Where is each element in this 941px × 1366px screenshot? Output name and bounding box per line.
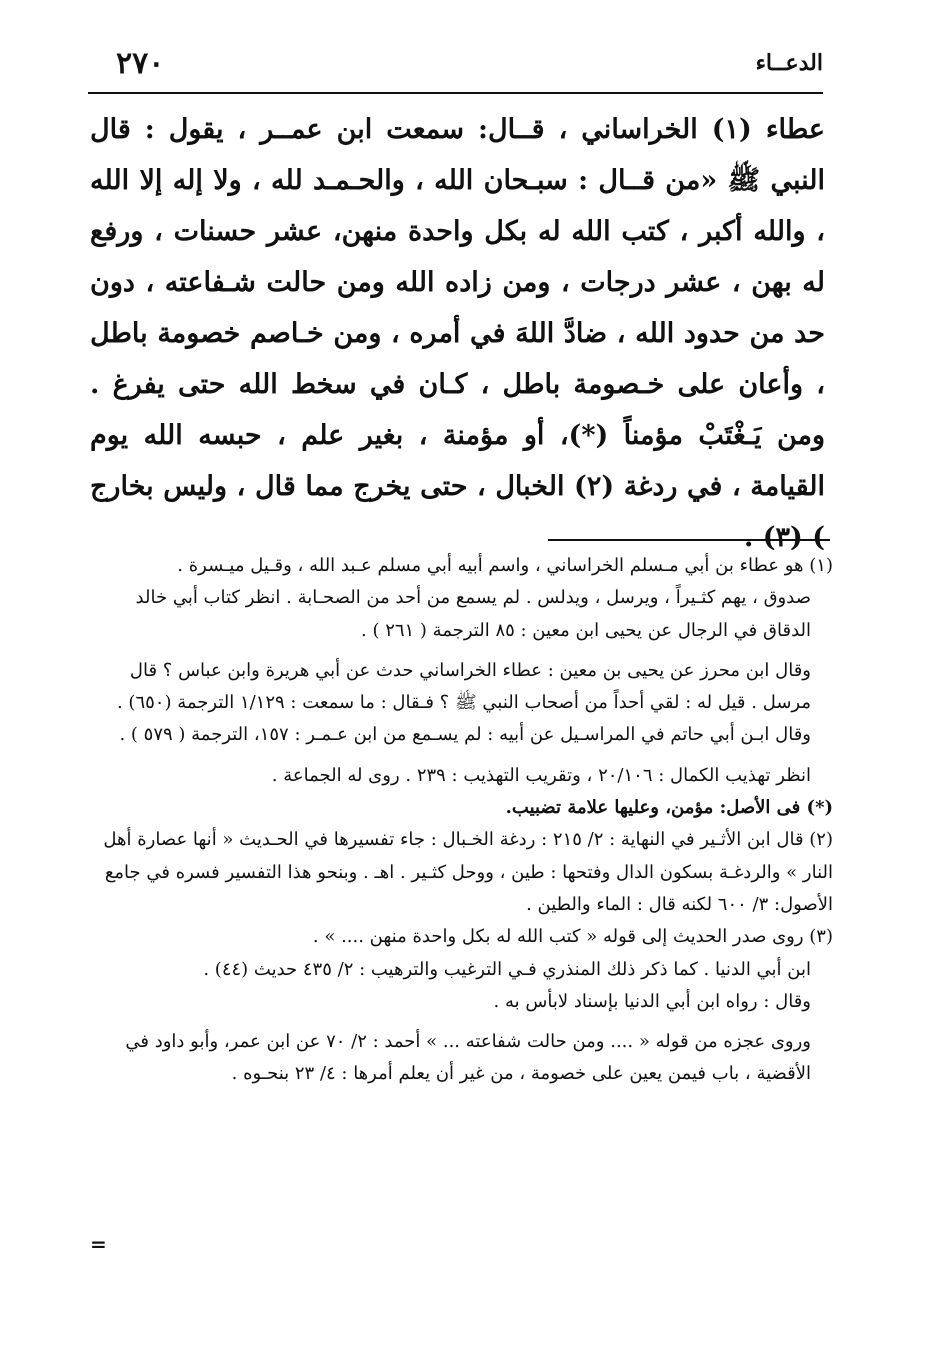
running-title: الدعــاء [755, 50, 823, 76]
footnote-1-tahdhib: انظر تهذيب الكمال : ٢٠/١٠٦ ، وتقريب التهذيب : ٢٣٩ . روى له الجماعة . [271, 764, 811, 786]
footnote-2: (٢) قال ابن الأثـير في النهاية : ٢/ ٢١٥ : ردغة الخـبال : جاء تفسيرها في الحـديث « أنها عصارة أهل النار » والردغـة بسكون الدال وفتحها : طين ، ووحل كثـير . اهـ . وبنحو هذا التفسير فسره في جامع الأصول: ٣/ ٦٠٠ لكنه قال : الماء والطين . [103, 829, 833, 915]
end-mark: = [90, 1232, 107, 1256]
footnote-1: (١) هو عطاء بن أبي مـسلم الخراساني ، واسم أبيه أبي مسلم عـبد الله ، وقـيل ميـسرة . [177, 555, 833, 576]
footnote-3-ahmad: وروى عجزه من قوله « .... ومن حالت شفاعته ... » أحمد : ٢/ ٧٠ عن ابن عمر، وأبو داود في الأقضية ، باب فيمن يعين على خصومة ، من غير أن يعلم أمرها : ٤/ ٢٣ بنحـوه . [125, 1031, 811, 1085]
footnote-3: (٣) روى صدر الحديث إلى قوله « كتب الله له بكل واحدة منهن .... » . [312, 926, 833, 948]
footnote-3-isnad: وقال : رواه ابن أبي الدنيا بإسناد لابأس به . [493, 990, 811, 1012]
footnote-divider [548, 539, 830, 541]
footnote-1-continued: صدوق ، يهم كثـيراً ، ويرسل ، ويدلس . لم يسمع من أحد من الصحـابة . انظر كتاب أبي خالد الدقاق في الرجال عن يحيى ابن معين : ٨٥ الترجمة ( ٢٦١ ) . [135, 587, 811, 641]
page-number: ٢٧٠ [116, 46, 165, 81]
main-text [90, 104, 825, 563]
footnote-1-ibn-muhriz: وقال ابن محرز عن يحيى بن معين : عطاء الخراساني حدث عن أبي هريرة وابن عباس ؟ قال مرسل . قيل له : لقي أحداً من أصحاب النبي ﷺ ؟ فـقال : ما سمعت : ١/١٢٩ الترجمة (٦٥٠) . وقال ابـن أبي حاتم في المراسـيل عن أبيه : لم يسـمع من ابن عـمـر : ١٥٧، الترجمة ( ٥٧٩ ) . [116, 659, 811, 746]
main-paragraph: عطاء (١) الخراساني ، قــال: سمعت ابن عمــر ، يقول : قال النبي ﷺ «من قــال : سبـحان الله ، والحـمـد لله ، ولا إله إلا الله ، والله أكبر ، كتب الله له بكل واحدة منهن، عشر حسنات ، ورفع له بهن ، عشر درجات ، ومن زاده الله ومن حالت شـفاعته ، دون حد من حدود الله ، ضادَّ اللهَ في أمره ، ومن خـاصم خصومة باطل ، وأعان على خـصومة باطل ، كـان في سخط الله حتى يفرغ . ومن يَـغْتَبْ مؤمناً (*)، أو مؤمنة ، بغير علم ، حبسه الله يوم القيامة ، في ردغة (٢) الخبال ، حتى يخرج مما قال ، وليس بخارج ) (٣) . [90, 114, 825, 553]
page-header [88, 40, 823, 94]
footnote-asterisk: (*) فى الأصل: مؤمن، وعليها علامة تضبيب. [505, 797, 833, 819]
footnotes [88, 550, 833, 1091]
footnote-3-ibn-abi-dunya: ابن أبي الدنيا . كما ذكر ذلك المنذري فـي الترغيب والترهيب : ٢/ ٤٣٥ حديث (٤٤) . [203, 958, 811, 980]
